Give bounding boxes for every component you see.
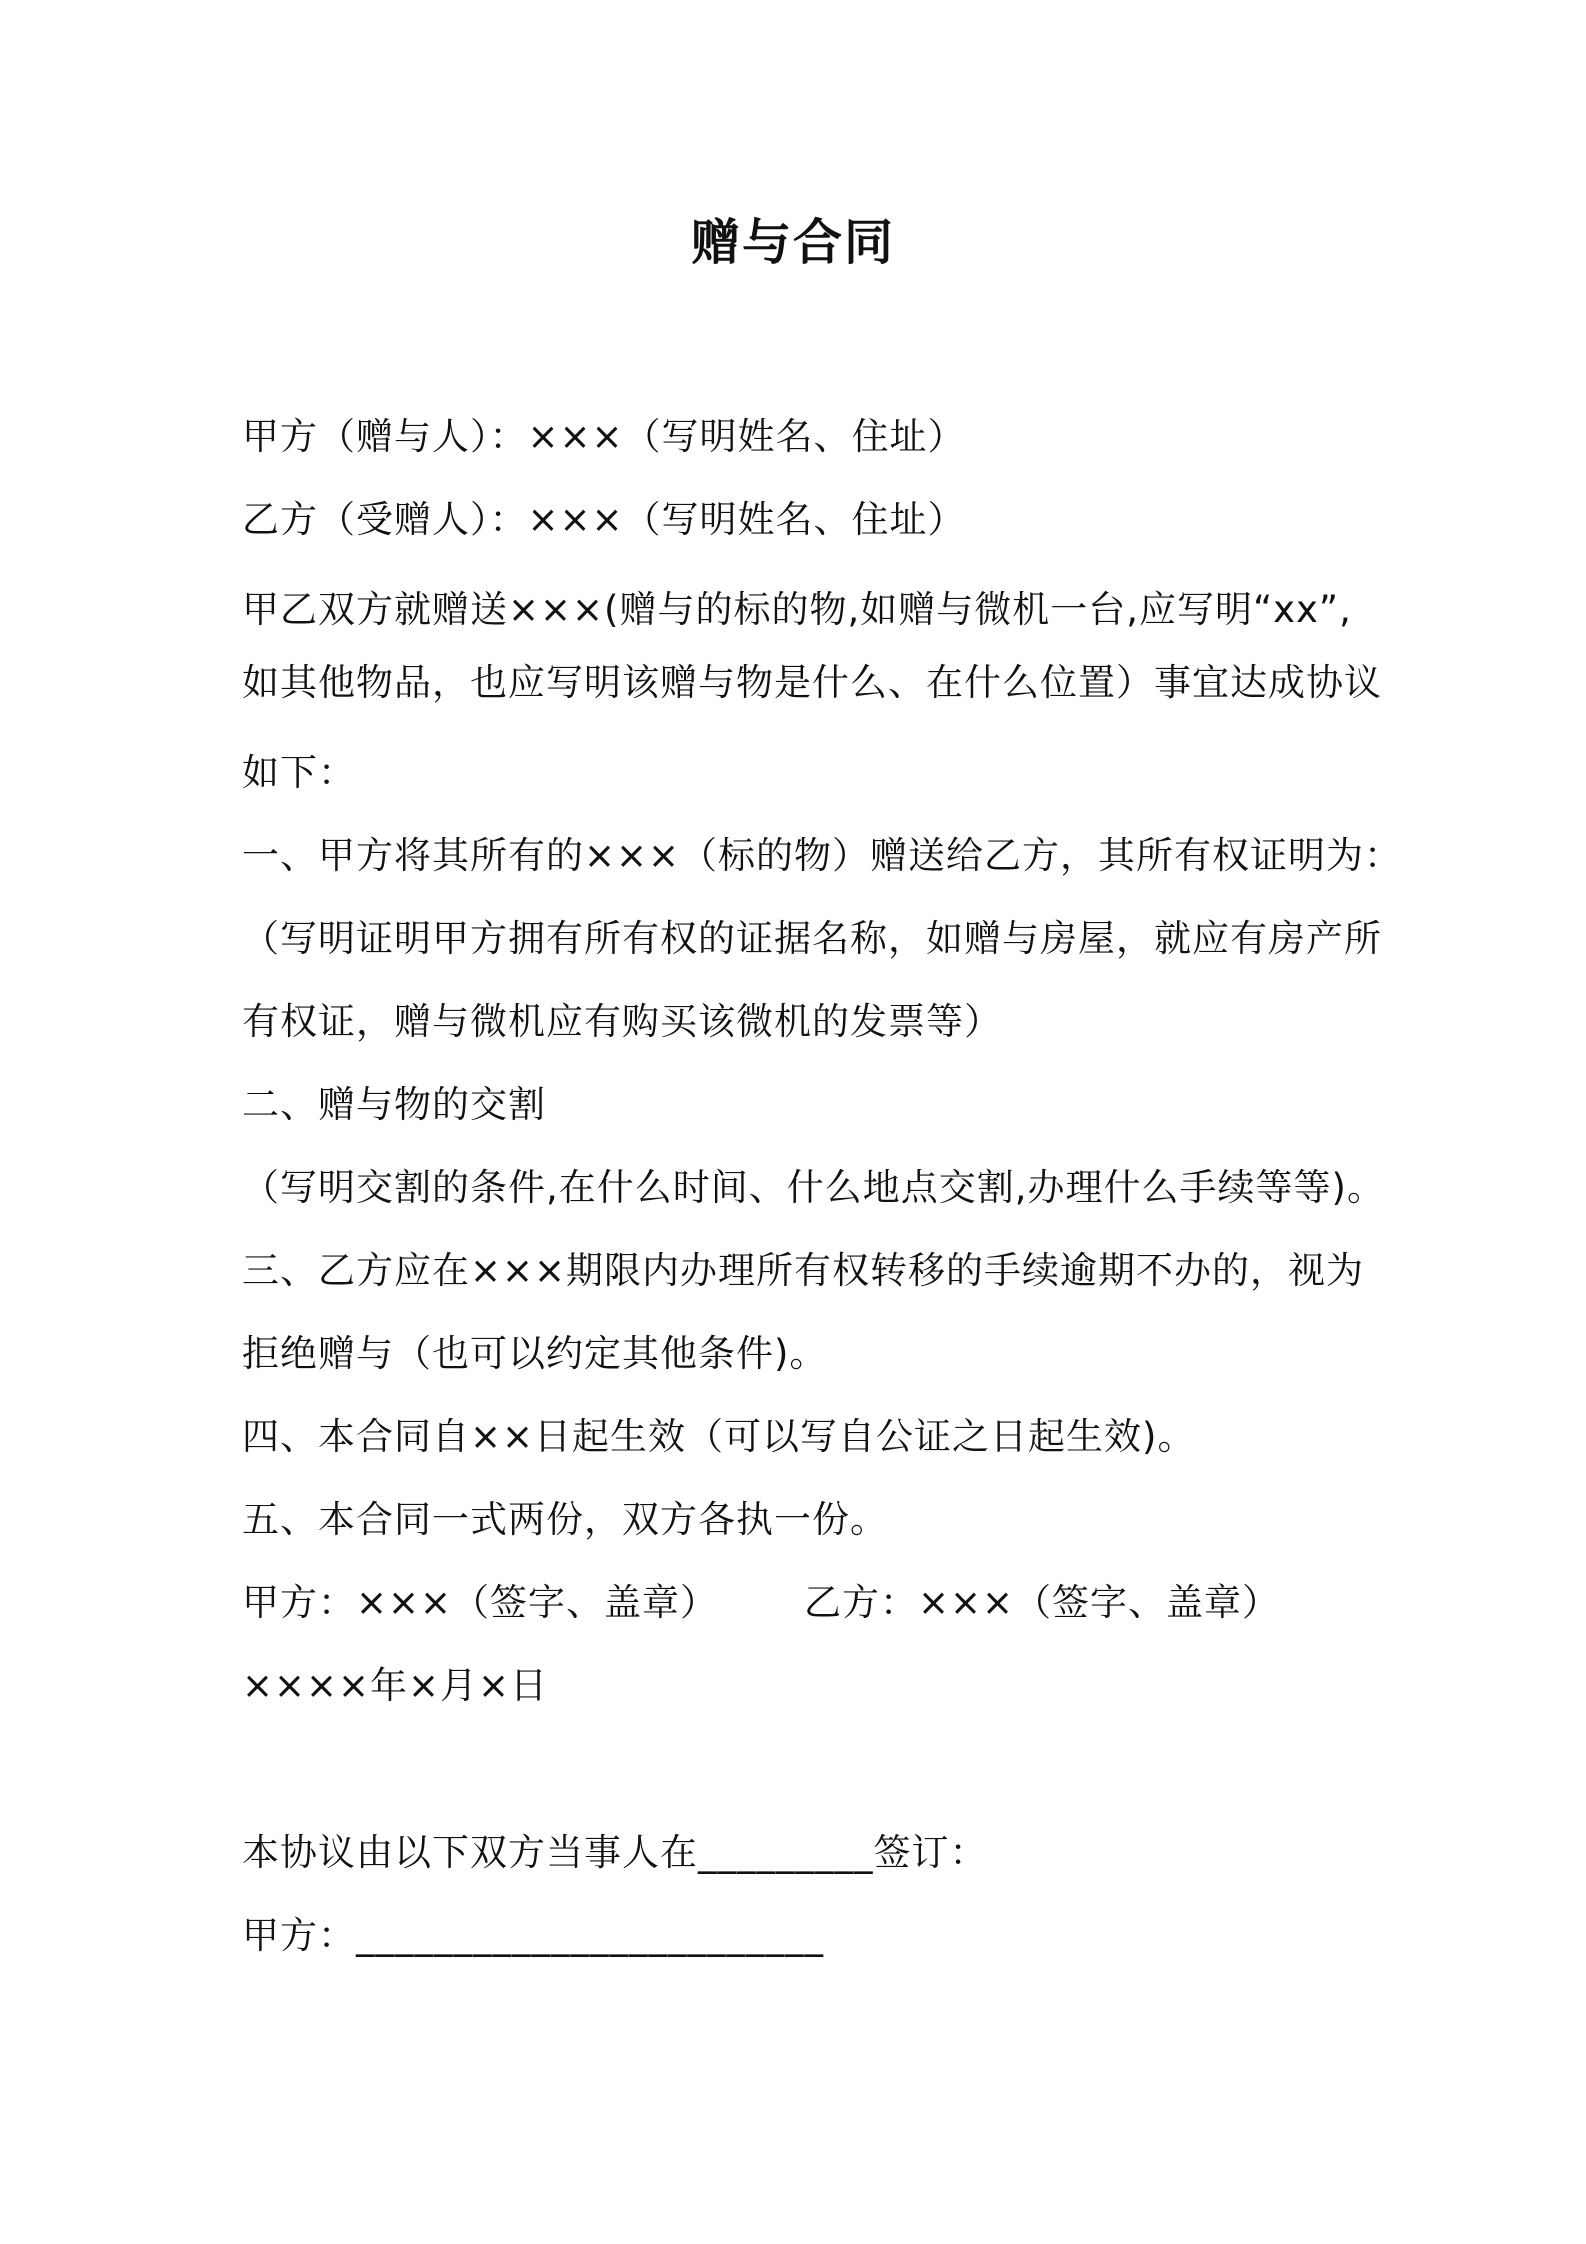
document-title: 赠与合同	[690, 214, 895, 271]
intro-line-2: 如其他物品，也应写明该赠与物是什么、在什么位置）事宜达成协议	[242, 661, 1382, 704]
clause-2-detail: （写明交割的条件,在什么时间、什么地点交割,办理什么手续等等)。	[242, 1166, 1385, 1209]
clause-3-line-1: 三、乙方应在×××期限内办理所有权转移的手续逾期不办的，视为	[242, 1249, 1365, 1292]
clause-1-line-2: （写明证明甲方拥有所有权的证据名称，如赠与房屋，就应有房产所	[242, 917, 1382, 960]
intro-line-1: 甲乙双方就赠送×××(赠与的标的物,如赠与微机一台,应写明“xx”,	[242, 588, 1352, 631]
signature-party-a: 甲方：×××（签字、盖章）	[242, 1581, 719, 1624]
party-a-header: 甲方（赠与人）：×××（写明姓名、住址）	[242, 415, 966, 458]
party-a-blank-line: 甲方：________________________	[242, 1914, 824, 1957]
clause-1-line-3: 有权证，赠与微机应有购买该微机的发票等）	[242, 1000, 1002, 1043]
intro-line-3: 如下：	[242, 751, 356, 794]
date-line: ××××年×月×日	[242, 1664, 549, 1707]
clause-3-line-2: 拒绝赠与（也可以约定其他条件)。	[242, 1332, 828, 1375]
signing-place-line: 本协议由以下双方当事人在_________签订：	[242, 1831, 988, 1874]
party-b-header: 乙方（受赠人）：×××（写明姓名、住址）	[242, 498, 966, 541]
signature-party-b: 乙方：×××（签字、盖章）	[804, 1581, 1281, 1624]
clause-4: 四、本合同自××日起生效（可以写自公证之日起生效)。	[242, 1415, 1196, 1458]
clause-5: 五、本合同一式两份，双方各执一份。	[242, 1498, 888, 1541]
clause-2-heading: 二、赠与物的交割	[242, 1083, 546, 1126]
clause-1-line-1: 一、甲方将其所有的×××（标的物）赠送给乙方，其所有权证明为：	[242, 834, 1403, 877]
